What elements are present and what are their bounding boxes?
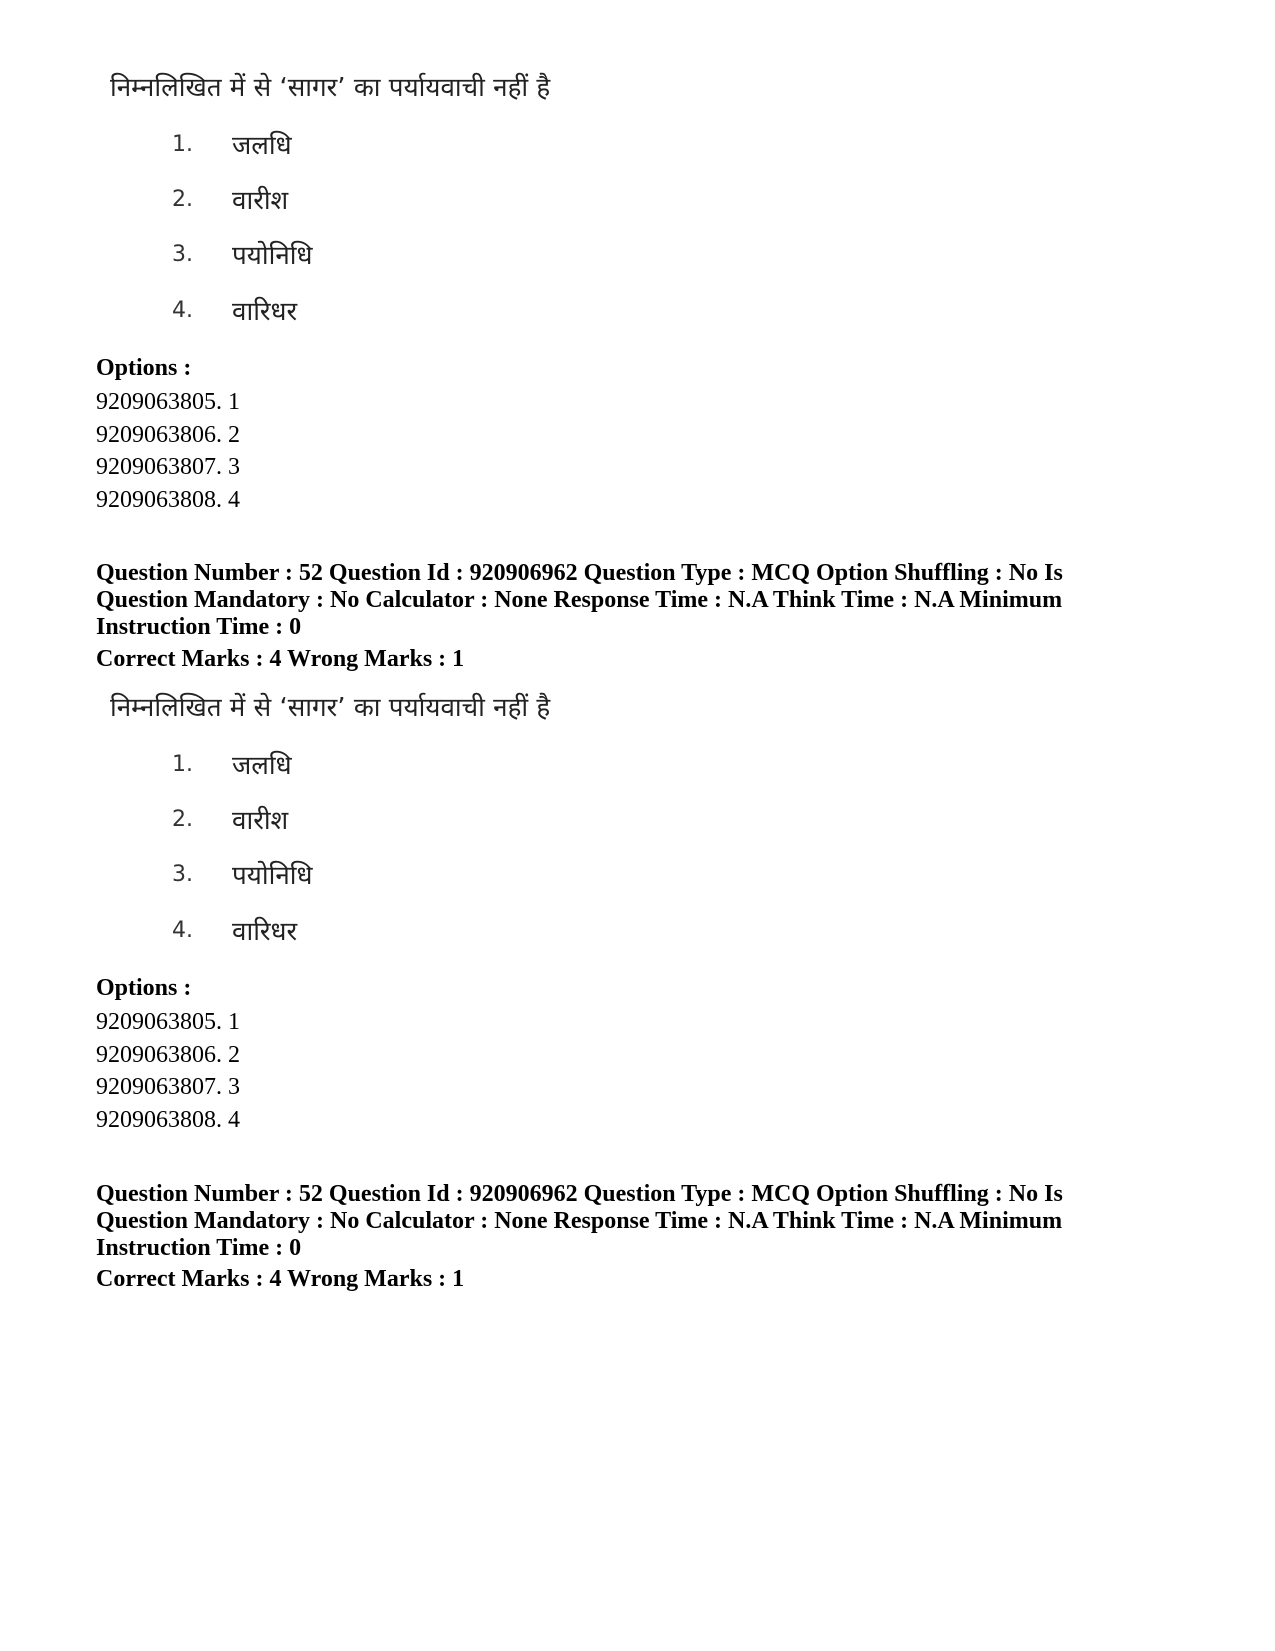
meta-line: Question Mandatory : No Calculator : None Response Time : N.A Think Time : N.A Minimum	[96, 587, 1063, 613]
list-item	[110, 292, 510, 326]
item-number: 2.	[172, 187, 193, 212]
meta-line: Question Number : 52 Question Id : 920906962 Question Type : MCQ Option Shuffling : No Is	[96, 1181, 1063, 1207]
options-title: Options :	[96, 975, 192, 1001]
question-stem: निम्नलिखित में से ‘सागर’ का पर्यायवाची नहीं है	[110, 693, 551, 723]
list-item	[110, 856, 510, 890]
list-item	[110, 126, 510, 160]
option-line: 9209063807. 3	[96, 1074, 240, 1100]
item-number: 3.	[172, 862, 193, 887]
meta-line: Question Mandatory : No Calculator : None Response Time : N.A Think Time : N.A Minimum	[96, 1208, 1063, 1234]
item-number: 4.	[172, 298, 193, 323]
item-text: वारीश	[232, 806, 289, 836]
list-item	[110, 801, 510, 835]
option-line: 9209063806. 2	[96, 422, 240, 448]
item-text: वारिधर	[232, 297, 298, 327]
list-item	[110, 181, 510, 215]
meta-line: Question Number : 52 Question Id : 920906962 Question Type : MCQ Option Shuffling : No Is	[96, 560, 1063, 586]
list-item	[110, 746, 510, 780]
item-number: 1.	[172, 132, 193, 157]
option-line: 9209063805. 1	[96, 1009, 240, 1035]
meta-line: Instruction Time : 0	[96, 1235, 302, 1261]
meta-line: Instruction Time : 0	[96, 614, 302, 640]
option-line: 9209063807. 3	[96, 454, 240, 480]
question-meta	[96, 560, 1096, 641]
option-line: 9209063806. 2	[96, 1042, 240, 1068]
item-number: 2.	[172, 807, 193, 832]
options-title: Options :	[96, 355, 192, 381]
list-item	[110, 912, 510, 946]
item-number: 3.	[172, 242, 193, 267]
marks-line: Correct Marks : 4 Wrong Marks : 1	[96, 1266, 465, 1292]
item-text: पयोनिधि	[232, 241, 313, 271]
option-line: 9209063805. 1	[96, 389, 240, 415]
option-line: 9209063808. 4	[96, 487, 240, 513]
item-text: जलधि	[232, 751, 292, 781]
question-image	[110, 70, 710, 327]
item-text: पयोनिधि	[232, 861, 313, 891]
marks-line: Correct Marks : 4 Wrong Marks : 1	[96, 646, 465, 672]
question-stem: निम्नलिखित में से ‘सागर’ का पर्यायवाची नहीं है	[110, 73, 551, 103]
question-image	[110, 690, 710, 947]
item-number: 4.	[172, 918, 193, 943]
item-text: वारिधर	[232, 917, 298, 947]
item-text: वारीश	[232, 186, 289, 216]
list-item	[110, 236, 510, 270]
item-number: 1.	[172, 752, 193, 777]
option-line: 9209063808. 4	[96, 1107, 240, 1133]
question-meta	[96, 1181, 1096, 1262]
item-text: जलधि	[232, 131, 292, 161]
